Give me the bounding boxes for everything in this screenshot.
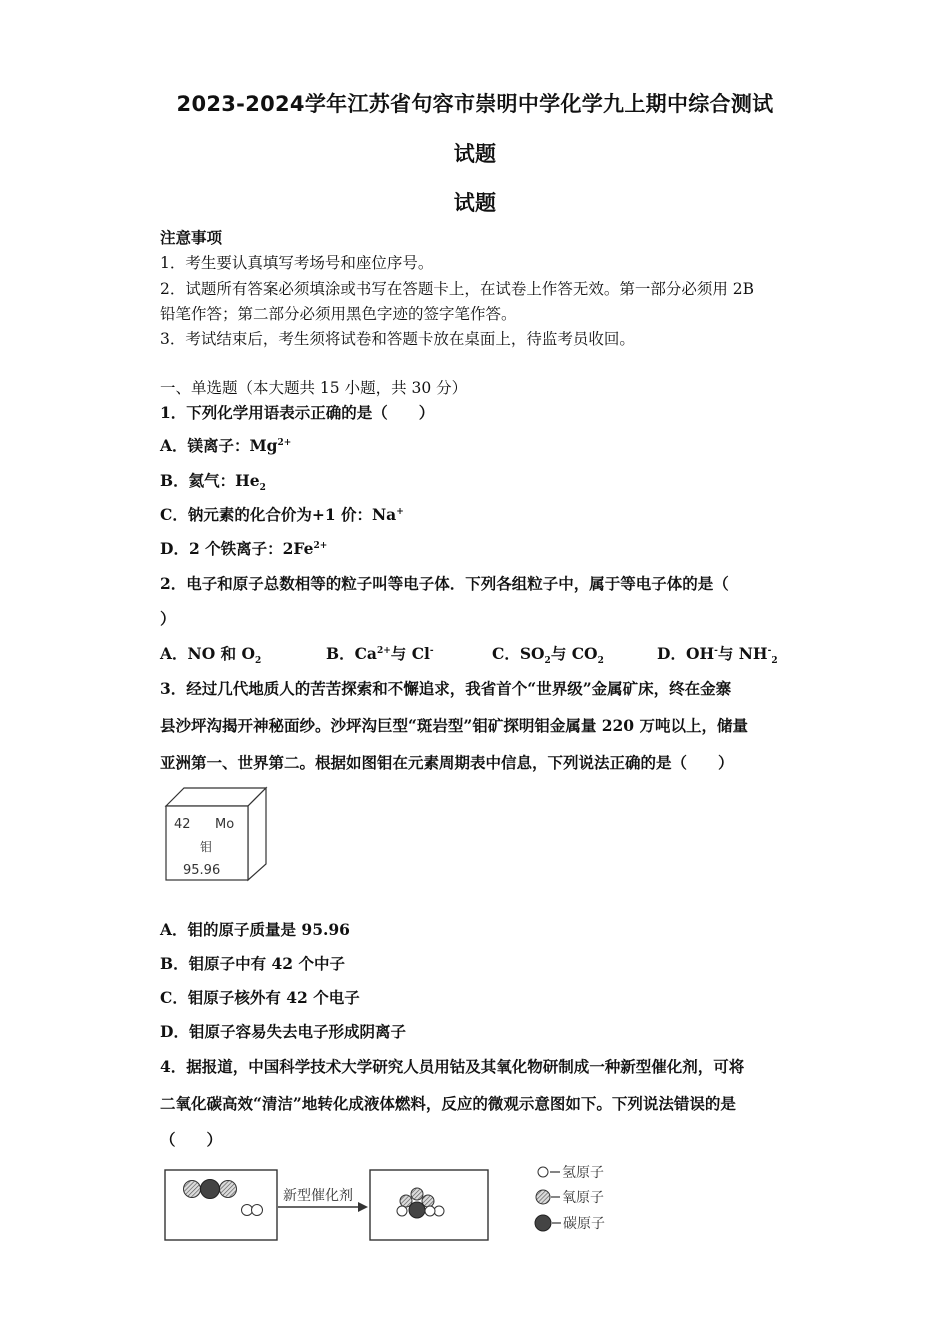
reaction-diagram <box>160 1160 640 1242</box>
q3-stem-line1: 3．经过几代地质人的苦苦探索和不懈追求，我省首个“世界级”金属矿床，终在金寨 <box>160 679 732 698</box>
q4-stem-line2: 二氧化碳高效“清洁”地转化成液体燃料，反应的微观示意图如下。下列说法错误的是 <box>160 1094 736 1113</box>
hydrogen-atom <box>397 1206 407 1216</box>
q2-b-pre: B．Ca <box>326 644 377 663</box>
q2-c-sub: 2 <box>544 656 551 667</box>
q1-a-text: A．镁离子：Mg <box>160 436 278 455</box>
q2-stem-line1: 2．电子和原子总数相等的粒子叫等电子体．下列各组粒子中，属于等电子体的是（ <box>160 574 729 593</box>
notice-item-2a: 2．试题所有答案必须填涂或书写在答题卡上，在试卷上作答无效。第一部分必须用 2B <box>160 280 755 298</box>
notice-item-1: 1．考生要认真填写考场号和座位序号。 <box>160 254 434 272</box>
q1-option-c <box>160 503 404 525</box>
q3-option-b: B．钼原子中有 42 个中子 <box>160 954 345 973</box>
q2-option-a <box>160 642 262 667</box>
q2-c-mid: 与 CO <box>550 644 598 663</box>
element-atomic-number: 42 <box>174 817 191 832</box>
notice-item-2b: 铅笔作答；第二部分必须用黑色字迹的签字笔作答。 <box>160 305 517 323</box>
carbon-atom <box>201 1180 220 1199</box>
q1-option-b <box>160 469 266 494</box>
legend-carbon-icon <box>535 1215 551 1231</box>
q2-c-sub2: 2 <box>597 656 604 667</box>
element-mass: 95.96 <box>183 863 221 878</box>
oxygen-atom <box>411 1188 423 1200</box>
q2-d-pre: D．OH <box>657 644 715 663</box>
q2-stem-line2: ） <box>160 609 176 628</box>
q4-stem-line1: 4．据报道，中国科学技术大学研究人员用钴及其氧化物研制成一种新型催化剂，可将 <box>160 1057 745 1076</box>
hydrogen-atom <box>252 1205 263 1216</box>
element-cell-figure <box>160 784 280 886</box>
legend-carbon-label: 碳原子 <box>563 1216 605 1232</box>
q2-b-sup: 2+ <box>376 645 391 656</box>
notice-heading: 注意事项 <box>160 228 223 247</box>
exam-title-line3: 试题 <box>453 191 497 215</box>
q2-c-pre: C．SO <box>492 644 545 663</box>
legend <box>535 1165 605 1232</box>
exam-title-line1: 2023-2024学年江苏省句容市崇明中学化学九上期中综合测试 <box>176 92 774 116</box>
q4-stem-line3: （ ） <box>160 1130 223 1149</box>
q2-b-mid: 与 Cl <box>390 644 430 663</box>
element-symbol: Mo <box>215 817 235 832</box>
q3-option-c: C．钼原子核外有 42 个电子 <box>160 988 360 1007</box>
q1-c-text: C．钠元素的化合价为+1 价：Na <box>160 505 397 524</box>
q3-stem-line2: 县沙坪沟揭开神秘面纱。沙坪沟巨型“斑岩型”钼矿探明钼金属量 220 万吨以上，储量 <box>160 716 748 735</box>
q2-d-sup: - <box>714 645 718 656</box>
q2-option-b <box>326 642 434 664</box>
q2-d-sub: 2 <box>771 656 778 667</box>
legend-hydrogen-label: 氢原子 <box>562 1165 604 1181</box>
q1-option-d <box>160 537 327 559</box>
carbon-atom <box>409 1202 425 1218</box>
exam-title-line2: 试题 <box>453 142 497 166</box>
legend-oxygen-icon <box>536 1190 550 1204</box>
q1-d-sup: 2+ <box>313 540 328 551</box>
q1-d-text: D．2 个铁离子：2Fe <box>160 539 314 558</box>
catalyst-label: 新型催化剂 <box>283 1188 353 1204</box>
legend-oxygen-label: 氧原子 <box>562 1190 604 1206</box>
q2-b-sup2: - <box>429 645 434 656</box>
q2-option-d <box>657 642 778 667</box>
q1-stem: 1．下列化学用语表示正确的是（ ） <box>160 403 435 422</box>
q1-b-sub: 2 <box>259 483 266 494</box>
element-name: 钼 <box>200 840 213 854</box>
reaction-arrow-head <box>358 1202 368 1212</box>
q3-option-a: A．钼的原子质量是 95.96 <box>160 920 350 939</box>
q3-option-d: D．钼原子容易失去电子形成阴离子 <box>160 1022 406 1041</box>
q2-d-mid: 与 NH <box>717 644 768 663</box>
oxygen-atom <box>184 1181 201 1198</box>
q1-b-text: B．氦气：He <box>160 471 260 490</box>
q1-option-a <box>160 434 291 456</box>
q2-a-sub: 2 <box>255 656 262 667</box>
q1-c-sup: + <box>396 506 404 517</box>
q2-d-sup2: - <box>767 645 772 656</box>
co2-molecule <box>184 1180 237 1199</box>
q2-a-pre: A．NO 和 O <box>160 644 255 663</box>
q1-a-sup: 2+ <box>277 437 292 448</box>
q3-stem-line3: 亚洲第一、世界第二。根据如图钼在元素周期表中信息，下列说法正确的是（ ） <box>160 753 734 772</box>
oxygen-atom <box>220 1181 237 1198</box>
section-heading: 一、单选题（本大题共 15 小题，共 30 分） <box>160 379 468 397</box>
legend-hydrogen-icon <box>538 1167 548 1177</box>
hydrogen-atom <box>425 1206 435 1216</box>
q2-option-c <box>492 642 604 667</box>
notice-item-3: 3．考试结束后，考生须将试卷和答题卡放在桌面上，待监考员收回。 <box>160 330 635 348</box>
hydrogen-atom <box>242 1205 253 1216</box>
